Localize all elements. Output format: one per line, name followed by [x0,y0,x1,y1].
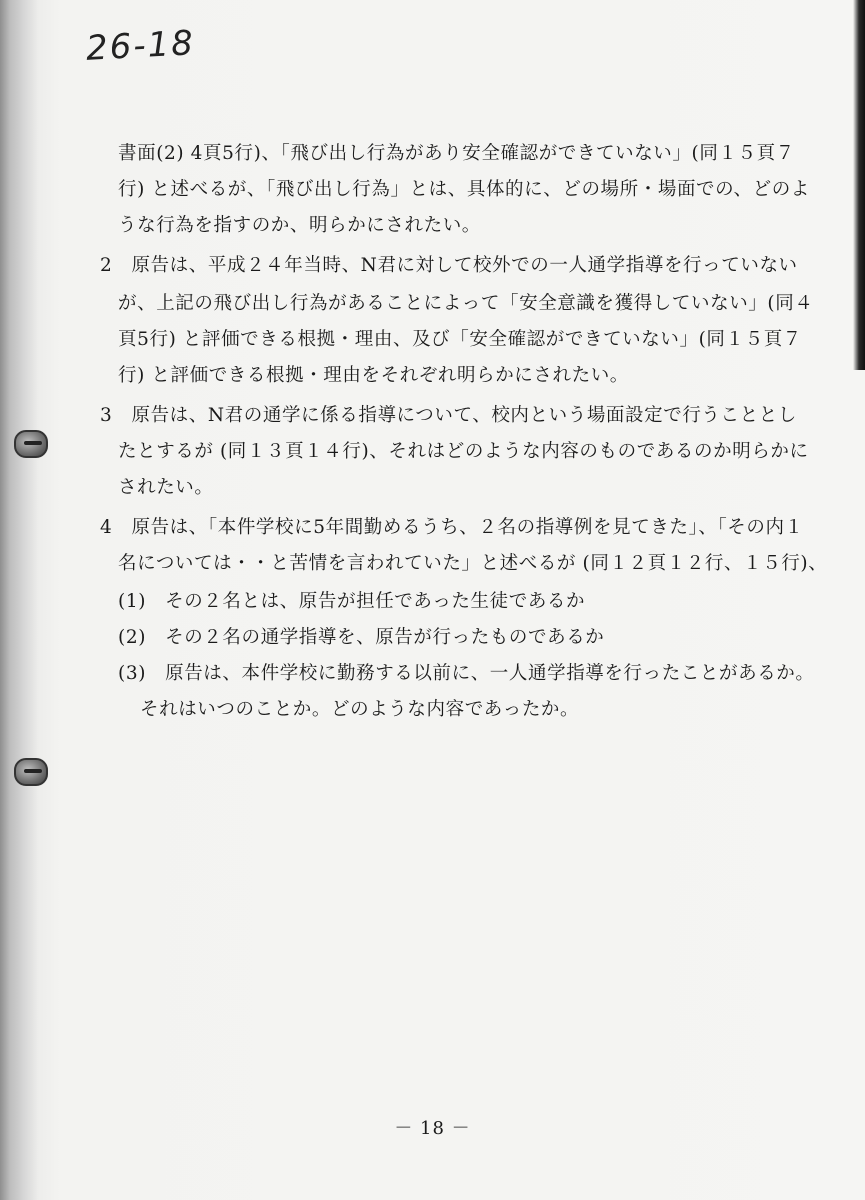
text-line: 3 原告は、N君の通学に係る指導について、校内という場面設定で行うこととし [100,405,797,426]
text-line: 行) と評価できる根拠・理由をそれぞれ明らかにされたい。 [118,365,629,386]
text-line: 2 原告は、平成２４年当時、N君に対して校外での一人通学指導を行っていない [100,255,798,276]
text-line: 書面(2) 4頁5行)、「飛び出し行為があり安全確認ができていない」(同１５頁７ [118,143,795,164]
binding-spine [0,0,38,1200]
text-line: たとするが (同１３頁１４行)、それはどのような内容のものであるのか明らかに [118,441,809,462]
text-line: 4 原告は、「本件学校に5年間勤めるうち、２名の指導例を見てきた」、「その内１ [100,517,804,538]
text-line: 頁5行) と評価できる根拠・理由、及び「安全確認ができていない」(同１５頁７ [118,329,802,350]
text-line: それはいつのことか。どのような内容であったか。 [140,699,580,720]
text-line: (2) その２名の通学指導を、原告が行ったものであるか [118,627,605,648]
binder-ring-bottom [14,758,48,786]
page-edge-shadow [853,0,865,370]
binder-ring-top [14,430,48,458]
text-line: が、上記の飛び出し行為があることによって「安全意識を獲得していない」(同４ [118,293,814,314]
handwritten-page-note: 26-18 [85,23,196,69]
text-line: 名については・・と苦情を言われていた」と述べるが (同１２頁１２行、１５行)、 [118,553,828,574]
text-line: 行) と述べるが、「飛び出し行為」とは、具体的に、どの場所・場面での、どのよ [118,179,810,200]
text-line: うな行為を指すのか、明らかにされたい。 [118,215,481,236]
page-number: － 18 － [394,1118,471,1139]
text-line: (3) 原告は、本件学校に勤務する以前に、一人通学指導を行ったことがあるか。 [118,663,815,684]
text-line: されたい。 [118,477,214,498]
text-line: (1) その２名とは、原告が担任であった生徒であるか [118,591,586,612]
